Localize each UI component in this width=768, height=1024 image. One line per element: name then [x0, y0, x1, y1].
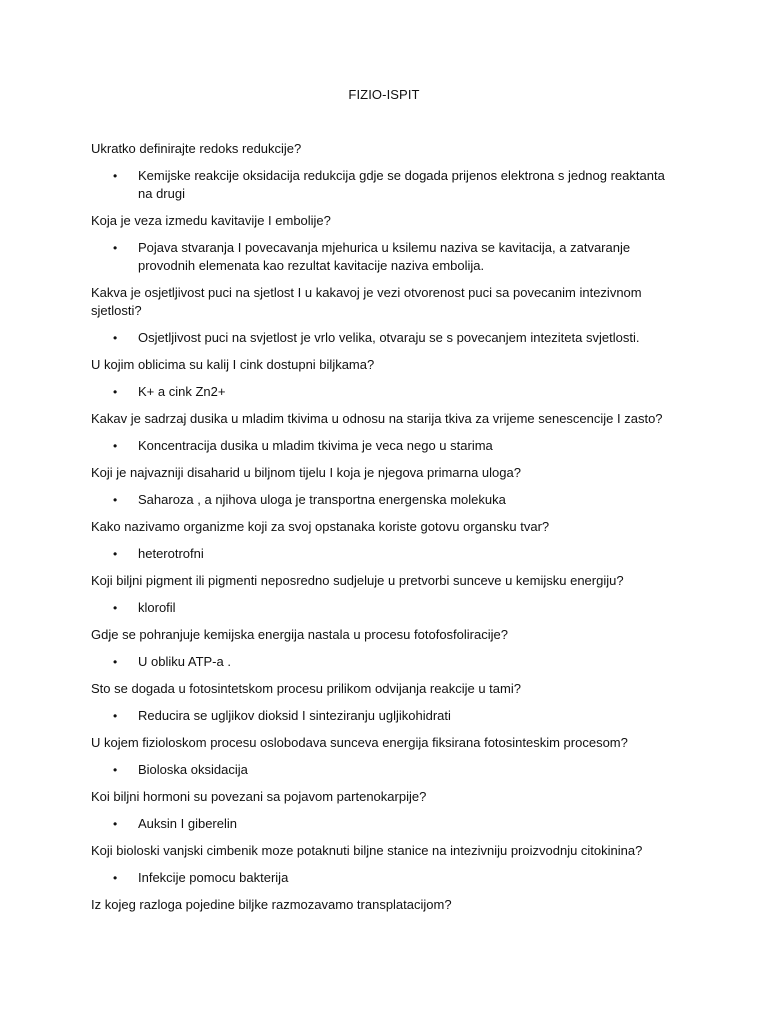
qa-item: [91, 140, 671, 203]
bullet-point-icon: •: [113, 241, 118, 255]
bullet-point-icon: •: [113, 439, 118, 453]
bullet-point-icon: •: [113, 385, 118, 399]
answer-text: Bioloska oksidacija: [138, 762, 248, 777]
qa-item: [91, 284, 671, 347]
question-text: U kojem fizioloskom procesu oslobodava sunceva energija fiksirana fotosinteskim procesom?: [91, 735, 628, 750]
answer-bullet-item: [91, 653, 671, 671]
question-text: Koja je veza izmedu kavitavije I embolije?: [91, 213, 331, 228]
answer-text: Infekcije pomocu bakterija: [138, 870, 289, 885]
qa-item: [91, 356, 671, 401]
answer-bullet-item: [91, 815, 671, 833]
bullet-point-icon: •: [113, 547, 118, 561]
answer-bullet-item: [91, 707, 671, 725]
answer-bullet-item: [91, 167, 671, 203]
bullet-point-icon: •: [113, 493, 118, 507]
bullet-point-icon: •: [113, 817, 118, 831]
answer-text: Reducira se ugljikov dioksid I sinteziranju ugljikohidrati: [138, 708, 451, 723]
qa-item: [91, 680, 671, 725]
answer-bullet-item: [91, 383, 671, 401]
answer-text: U obliku ATP-a .: [138, 654, 231, 669]
bullet-point-icon: •: [113, 331, 118, 345]
qa-item: [91, 896, 671, 914]
question-text: Kakva je osjetljivost puci na sjetlost I u kakavoj je vezi otvorenost puci sa povecanim intezivnom sjetlosti?: [91, 285, 642, 318]
bullet-point-icon: •: [113, 871, 118, 885]
question-text: Iz kojeg razloga pojedine biljke razmozavamo transplatacijom?: [91, 897, 452, 912]
answer-bullet-item: [91, 437, 671, 455]
answer-bullet-item: [91, 491, 671, 509]
answer-bullet-item: [91, 761, 671, 779]
answer-bullet-item: [91, 599, 671, 617]
question-text: Koji bioloski vanjski cimbenik moze potaknuti biljne stanice na intezivniju proizvodnju citokinina?: [91, 843, 643, 858]
bullet-point-icon: •: [113, 655, 118, 669]
bullet-point-icon: •: [113, 763, 118, 777]
question-answer-list: [91, 140, 671, 923]
answer-text: klorofil: [138, 600, 176, 615]
answer-bullet-item: [91, 869, 671, 887]
qa-item: [91, 626, 671, 671]
qa-item: [91, 410, 671, 455]
qa-item: [91, 734, 671, 779]
question-text: Koi biljni hormoni su povezani sa pojavom partenokarpije?: [91, 789, 427, 804]
answer-text: Auksin I giberelin: [138, 816, 237, 831]
answer-bullet-item: [91, 329, 671, 347]
answer-text: Osjetljivost puci na svjetlost je vrlo velika, otvaraju se s povecanjem inteziteta svjetlosti.: [138, 330, 640, 345]
question-text: Koji je najvazniji disaharid u biljnom tijelu I koja je njegova primarna uloga?: [91, 465, 521, 480]
answer-text: Kemijske reakcije oksidacija redukcija gdje se dogada prijenos elektrona s jednog reaktanta na drugi: [138, 168, 665, 201]
bullet-point-icon: •: [113, 601, 118, 615]
document-title: FIZIO-ISPIT: [348, 87, 420, 102]
question-text: U kojim oblicima su kalij I cink dostupni biljkama?: [91, 357, 375, 372]
qa-item: [91, 572, 671, 617]
question-text: Ukratko definirajte redoks redukcije?: [91, 141, 302, 156]
qa-item: [91, 842, 671, 887]
answer-bullet-item: [91, 545, 671, 563]
qa-item: [91, 464, 671, 509]
answer-text: Pojava stvaranja I povecavanja mjehurica u ksilemu naziva se kavitacija, a zatvaranje provodnih elemenata kao rezultat kavitacije naziva embolija.: [138, 240, 631, 273]
answer-text: Saharoza , a njihova uloga je transportna energenska molekuka: [138, 492, 506, 507]
bullet-point-icon: •: [113, 709, 118, 723]
qa-item: [91, 212, 671, 275]
answer-text: K+ a cink Zn2+: [138, 384, 226, 399]
answer-text: Koncentracija dusika u mladim tkivima je veca nego u starima: [138, 438, 493, 453]
question-text: Kakav je sadrzaj dusika u mladim tkivima u odnosu na starija tkiva za vrijeme senescencije I zasto?: [91, 411, 663, 426]
question-text: Koji biljni pigment ili pigmenti neposredno sudjeluje u pretvorbi sunceve u kemijsku energiju?: [91, 573, 624, 588]
answer-text: heterotrofni: [138, 546, 204, 561]
bullet-point-icon: •: [113, 169, 118, 183]
qa-item: [91, 518, 671, 563]
qa-item: [91, 788, 671, 833]
question-text: Gdje se pohranjuje kemijska energija nastala u procesu fotofosfoliracije?: [91, 627, 508, 642]
answer-bullet-item: [91, 239, 671, 275]
question-text: Kako nazivamo organizme koji za svoj opstanaka koriste gotovu organsku tvar?: [91, 519, 550, 534]
question-text: Sto se dogada u fotosintetskom procesu prilikom odvijanja reakcije u tami?: [91, 681, 521, 696]
